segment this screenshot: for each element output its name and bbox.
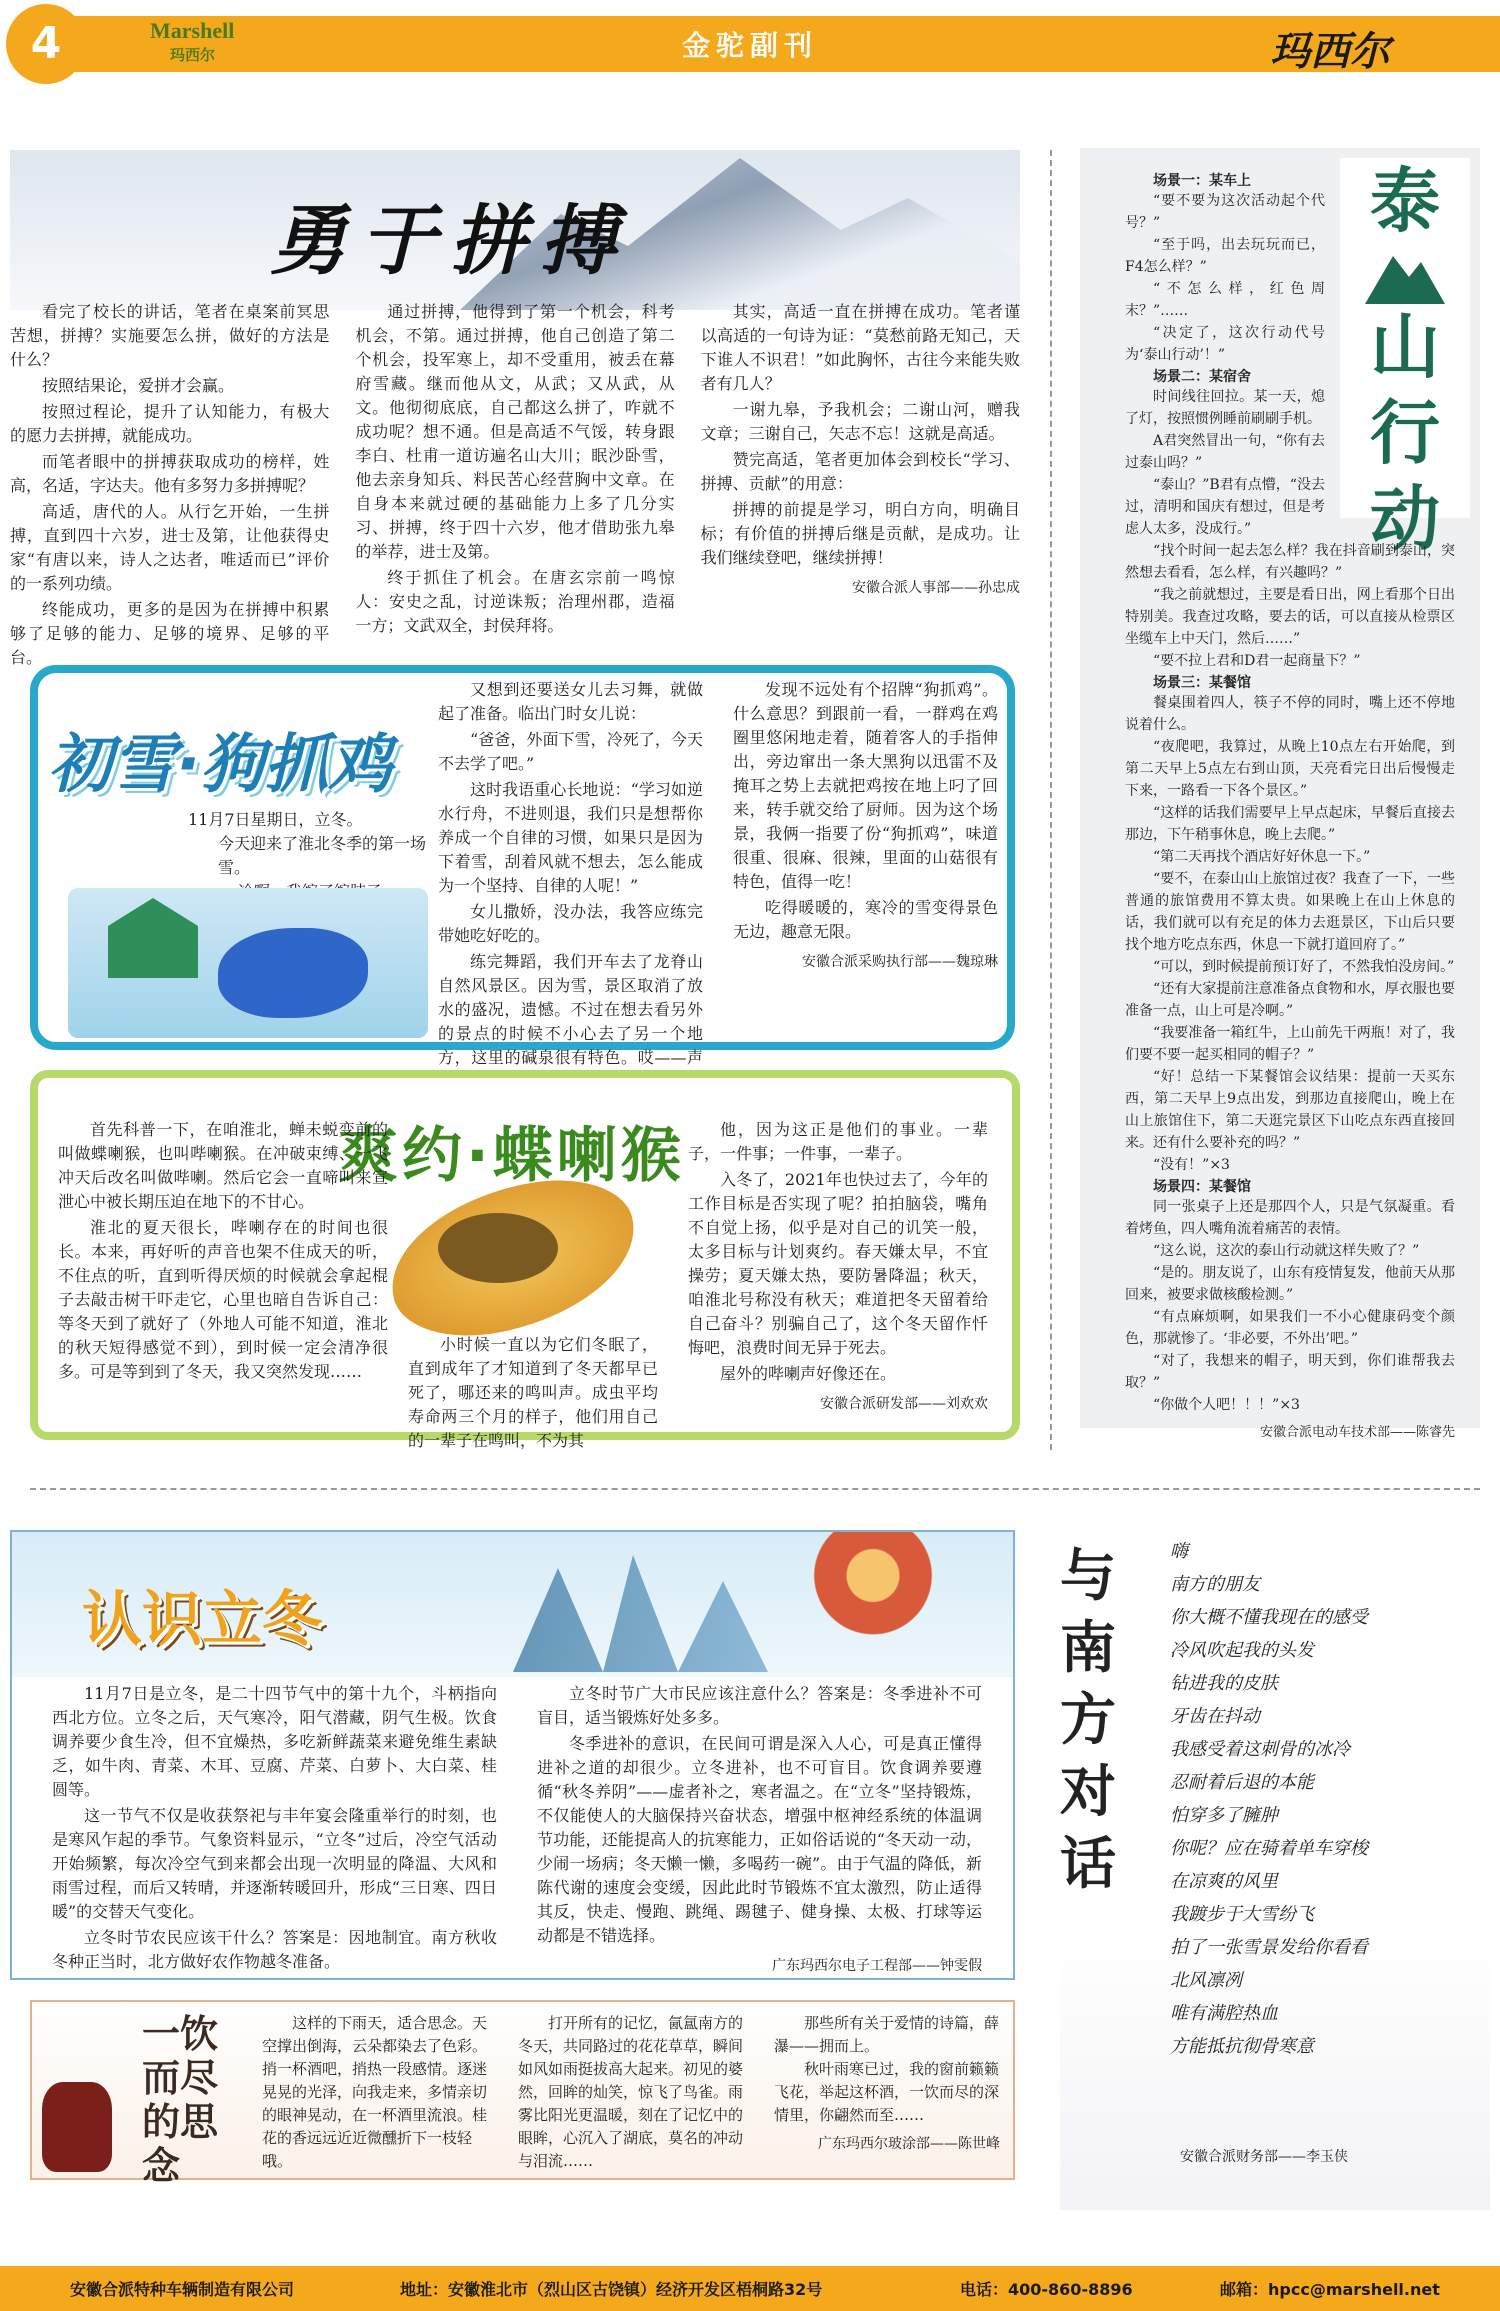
paragraph: “要不，在泰山山上旅馆过夜？我查了一下，一些普通的旅馆费用不算太贵。如果晚上在山上休息的话，我们就可以有充足的体力去逛景区，下山后只要找个地方吃点东西，休息一下就打道回府了。” [1125,871,1455,953]
article-title: 爽约·蝶喇猴 [338,1121,685,1191]
author-byline: 安徽合派研发部——刘欢欢 [820,1396,988,1412]
paragraph: “好！总结一下某餐馆会议结果：提前一天买东西，第二天早上9点出发，到那边直接爬山，晚上在山上旅馆住下，第二天逛完景区下山吃点东西直接回来。还有什么要补充的吗？” [1125,1069,1455,1151]
paragraph: “这样的话我们需要早上早点起床，早餐后直接去那边，下午稍事休息，晚上去爬。” [1125,805,1455,843]
dog-icon [218,928,368,1018]
paragraph: “你做个人吧！！！”×3 [1153,1397,1300,1413]
column-1 [52,1682,497,1978]
article-chuxue-gouzhuaji [30,665,1015,1067]
poem-line: 我感受着这刺骨的冰冷 [1170,1739,1350,1760]
title-char: 南 [1060,1615,1116,1681]
column-3 [701,300,1020,672]
article-yu-nanfang-duihua [1060,1510,1490,2210]
article-yongyu-pinbo [10,150,1020,667]
poem-line: 忍耐着后退的本能 [1170,1772,1314,1793]
paragraph: “有点麻烦啊，如果我们一不小心健康码变个颜色，那就惨了。‘非必要，不外出’吧。” [1125,1309,1455,1347]
logo-text-en: Marshell [150,18,235,43]
title-char: 动 [1370,478,1440,560]
paragraph: 又想到还要送女儿去习舞，就做起了准备。临出门时女儿说： [438,680,703,723]
paragraph: 餐桌围着四人，筷子不停的同时，嘴上还不停地说着什么。 [1125,695,1455,733]
paragraph: 其实，高适一直在拼搏在成功。笔者谨以高适的一句诗为证：“莫愁前路无知己，天下谁人不识君！”如此胸怀，古往今来能失败者有几人？ [700,302,1020,393]
paragraph: 按照过程论，提升了认知能力，有极大的愿力去拼搏，就能成功。 [10,402,330,445]
poem-line: 怕穿多了臃肿 [1170,1805,1278,1826]
poem-line: 北风凛冽 [1170,1970,1242,1991]
footer-bar [0,2266,1500,2311]
poem-line: 唯有满腔热血 [1170,2003,1278,2024]
title-char: 行 [1370,392,1440,474]
column-1 [438,678,703,1120]
dog-chicken-illustration [68,888,428,1038]
paragraph: 终于抓住了机会。在唐玄宗前一鸣惊人：安史之乱，讨逆诛叛；治理州郡，造福一方；文武双全，封侯拜将。 [355,568,675,635]
footer-company: 安徽合派特种车辆制造有限公司 [70,2280,295,2299]
paragraph: “对了，我想来的帽子，明天到，你们谁帮我去取？” [1125,1353,1455,1391]
paragraph: 看完了校长的讲话，笔者在桌案前冥思苦想，拼搏？实施要怎么拼，做好的方法是什么？ [10,302,330,369]
paragraph: 高适，唐代的人。从行乞开始，一生拼搏，直到四十六岁，进士及第，让他获得史家“有唐以来，诗人之达者，唯适而已”评价的一系列功绩。 [10,502,330,593]
child-illustration [793,1532,953,1677]
column-2 [537,1682,982,1978]
paragraph: 而笔者眼中的拼搏获取成功的榜样，姓高，名适，字达夫。他有多努力多拼搏呢？ [10,452,330,495]
title-char: 山 [1370,306,1440,388]
paragraph: 终能成功，更多的是因为在拼搏中积累够了足够的能力、足够的境界、足够的平台。 [10,600,330,667]
paragraph: 屋外的哔喇声好像还在。 [720,1364,897,1383]
author-byline: 广东玛西尔电子工程部——钟雯假 [772,1958,982,1974]
author-byline: 安徽合派采购执行部——魏琼琳 [802,954,998,970]
scene-heading: 场景二：某宿舍 [1153,369,1251,385]
poem-line: 南方的朋友 [1170,1574,1260,1595]
paragraph: “要不要为这次活动起个代号？” [1125,193,1325,231]
paragraph: 一谢九皋，予我机会；二谢山河，赠我文章；三谢自己，矢志不忘！这就是高适。 [700,400,1020,443]
poem-line: 你呢？应在骑着单车穿梭 [1170,1838,1368,1859]
article-renshi-lidong [10,1530,1015,1980]
paragraph: “还有大家提前注意准备点食物和水，厚衣服也要准备一点，山上可是冷啊。” [1125,981,1455,1019]
snow-trees-illustration [513,1542,813,1672]
poem-line: 拍了一张雪景发给你看看 [1170,1937,1368,1958]
wine-jar-icon [42,2082,112,2172]
title-char: 泰 [1370,160,1440,242]
column-2 [518,2012,744,2173]
paragraph: 立冬时节农民应该干什么？答案是：因地制宜。南方秋收冬种正当时，北方做好农作物越冬准备。 [52,1928,497,1971]
paragraph: 这样的下雨天，适合思念。天空撑出倒海，云朵都染去了色彩。捎一杯酒吧，捎热一段感情。逐迷晃晃的光泽，向我走来，多情亲切的眼神晃动，在一杯酒里流浪。桂花的香远远近近微醺折下一枝轻哦。 [262,2014,488,2170]
scene-heading: 场景四：某餐馆 [1153,1179,1251,1195]
barn-icon [108,898,198,978]
paragraph: 立冬时节广大市民应该注意什么？答案是：冬季进补不可盲目，适当锻炼好处多多。 [537,1684,982,1727]
paragraph: 小时候一直以为它们冬眠了，直到成年了才知道到了冬天都早已死了，哪还来的鸣叫声。成虫平均寿命两三个月的样子，他们用自己的一辈子在鸣叫，不为其 [408,1335,658,1450]
calligraphy-signature: 玛西尔 [1270,28,1390,75]
paragraph: “要不拉上君和D君一起商量下？” [1153,653,1361,669]
paragraph: 淮北的夏天很长，哔喇存在的时间也很长。本来，再好听的声音也架不住成天的听，不住点的听，直到听得厌烦的时候就会拿起棍子去敲击树干吓走它，心里也暗自告诉自己：等冬天到了就好了（外地人可能不知道，淮北的秋天短得感觉不到），到时候一定会清净很多。可是等到到了冬天，我又突然发现…… [58,1218,388,1381]
paragraph: “泰山？”B君有点懵，“没去过，清明和国庆有想过，但是考虑人太多，没成行。” [1125,477,1325,537]
footer-address: 地址：安徽淮北市（烈山区古饶镇）经济开发区梧桐路32号 [400,2280,823,2299]
paragraph: 时间线往回拉。某一天，熄了灯，按照惯例睡前刷刷手机。 [1125,389,1325,427]
author-byline: 广东玛西尔玻涂部——陈世峰 [818,2136,1000,2152]
poem-body [1170,1535,1480,2063]
column-2 [733,678,998,1120]
author-byline: 安徽合派财务部——李玉侠 [1180,2149,1348,2165]
article-body [1125,170,1455,1444]
poem-line: 冷风吹起我的头发 [1170,1640,1314,1661]
paragraph: 入冬了，2021年也快过去了，今年的工作目标是否实现了呢？拍拍脑袋，嘴角不自觉上扬，似乎是对自己的讥笑一般，太多目标与计划爽约。春天嫌太早，不宜操劳；夏天嫌太热，要防暑降温；秋天，咱淮北号称没有秋天；难道把冬天留着给自己奋斗？别骗自己了，这个冬天留作忏悔吧，浪费时间无异于死去。 [688,1170,988,1357]
paragraph: A君突然冒出一句，“你有去过泰山吗？” [1125,433,1325,471]
paragraph: 这时我语重心长地说：“学习如逆水行舟，不进则退，我们只是想帮你养成一个自律的习惯，如果只是因为下着雪，刮着风就不想去，怎么能成为一个坚持、自律的人呢！” [438,780,703,895]
poem-line: 牙齿在抖动 [1170,1706,1260,1727]
paragraph: “至于吗，出去玩玩而已，F4怎么样？” [1125,237,1325,275]
paragraph: 打开所有的记忆，氤氲南方的冬天，共同路过的花花草草，瞬间如风如雨挺拔高大起来。初见的婆然，回眸的灿笑，惊飞了鸟雀。雨雾比阳光更温暖，刻在了记忆中的眼眸，心沉入了湖底，莫名的冲动与泪流…… [518,2014,744,2170]
article-columns [10,300,1020,672]
article-columns [438,678,998,1120]
paragraph: “是的。朋友说了，山东有疫情复发，他前天从那回来，被要求做核酸检测。” [1125,1265,1455,1303]
article-columns [262,2012,1002,2173]
title-char: 话 [1060,1831,1116,1897]
header-bar [0,0,1500,90]
author-byline: 安徽合派人事部——孙忠成 [851,580,1020,596]
column-right [688,1118,988,1416]
paragraph: 发现不远处有个招牌“狗抓鸡”。什么意思？到跟前一看，一群鸡在鸡圈里悠闲地走着，随着客人的手指伸出，旁边窜出一条大黑狗以迅雷不及掩耳之势上去就把鸡按在地上叼了回来，转手就交给了厨师。因为这个场景，我俩一指要了份“狗抓鸡”，味道很重、很麻、很辣，里面的山菇很有特色，值得一吃！ [733,680,998,891]
article-yiyinerjin [30,2000,1015,2188]
paragraph: “这么说，这次的泰山行动就这样失败了？” [1153,1243,1420,1259]
paragraph: 练完舞蹈，我们开车去了龙脊山自然风景区。因为雪，景区取消了放水的盛况，遗憾。不过在想去看另外的景点的时候不小心去了另一个地方，这里的碱泉很有特色。哎——声 [438,952,703,1067]
author-byline: 安徽合派电动车技术部——陈睿先 [1259,1425,1455,1440]
footer-email[interactable]: 邮箱：hpcc@marshell.net [1220,2280,1440,2299]
paragraph: “没有！”×3 [1153,1157,1230,1173]
paragraph: 同一张桌子上还是那四个人，只是气氛凝重。看着烤鱼，四人嘴角流着痛苦的表情。 [1125,1199,1455,1237]
paragraph: 冬季进补的意识，在民间可谓是深入人心，可是真正懂得进补之道的却很少。立冬进补，也不可盲目。饮食调养要遵循“秋冬养阴”——虚者补之，寒者温之。在“立冬”坚持锻炼，不仅能使人的大脑保持兴奋状态，增强中枢神经系统的体温调节功能，还能提高人的抗寒能力，正如俗话说的“冬天动一动，少闹一场病；冬天懒一懒，多喝药一碗”。由于气温的降低，新陈代谢的速度会变缓，因此此时节锻炼不宜太激烈，防止适得其反，快走、慢跑、跳绳、踢毽子、健身操、太极、打球等运动都是不错选择。 [537,1734,982,1945]
article-title: 一饮而尽的思念 [142,2012,219,2188]
article-title: 初雪·狗抓鸡 [48,728,393,802]
article-shuangyue-dielahou [30,1070,1020,1450]
poem-line: 你大概不懂我现在的感受 [1170,1607,1368,1628]
paragraph: 拼搏的前提是学习，明白方向，明确目标；有价值的拼搏后继是贡献，是成功。让我们继续登吧，继续拼搏！ [700,500,1020,567]
intro-line: 今天迎来了淮北冬季的第一场雪。 [218,834,427,877]
scene-heading: 场景一：某车上 [1153,173,1251,189]
intro-line: 11月7日星期日，立冬。 [188,810,363,829]
poem-line: 钻进我的皮肤 [1170,1673,1278,1694]
paragraph: “夜爬吧，我算过，从晚上10点左右开始爬，到第二天早上5点左右到山顶，天亮看完日出后慢慢走下来，一路看一下各个景区。” [1125,739,1455,799]
title-char: 对 [1060,1759,1116,1825]
column-middle [408,1333,658,1455]
column-left [58,1118,388,1386]
scene-heading: 场景三：某餐馆 [1153,675,1251,691]
paragraph: 11月7日是立冬，是二十四节气中的第十九个，斗柄指向西北方位。立冬之后，天气寒冷，阳气潜藏，阴气生极。饮食调养要少食生冷，但不宜燥热，多吃新鲜蔬菜来避免维生素缺乏，如牛肉、青菜、木耳、豆腐、芹菜、白萝卜、大白菜、桂圆等。 [52,1684,497,1799]
poem-line: 在凉爽的风里 [1170,1871,1278,1892]
title-char: 方 [1060,1687,1116,1753]
paragraph: “可以，到时候提前预订好了，不然我怕没房间。” [1153,959,1455,975]
article-columns [52,1682,982,1978]
paragraph: 那些所有关于爱情的诗篇，薛瀑——拥而上。 [774,2014,1000,2055]
poem-line: 嗨 [1170,1541,1188,1562]
narrow-section [1125,170,1325,540]
poem-line: 方能抵抗彻骨寒意 [1170,2036,1314,2057]
page-number: 4 [6,4,86,84]
logo-text-cn: 玛西尔 [170,46,216,64]
paragraph: “爸爸，外面下雪，冷死了，今天不去学了吧。” [438,730,703,773]
article-taishan-xingdong [1080,148,1480,1440]
cicada-icon [438,1213,558,1283]
paragraph: “不怎么样，红色周末？”…… [1125,281,1325,319]
paragraph: 这一节气不仅是收获祭祀与丰年宴会隆重举行的时刻，也是寒风乍起的季节。气象资料显示，“立冬”过后，冷空气活动开始频繁，每次冷空气到来都会出现一次明显的降温、大风和雨雪过程，而后又转晴，并逐渐转暖回升，形成“三日寒、四日暖”的交替天气变化。 [52,1806,497,1921]
vertical-divider [1050,150,1052,1450]
paragraph: “我要准备一箱红牛，上山前先干两瓶！对了，我们要不要一起买相同的帽子？” [1125,1025,1455,1063]
paragraph: 赞完高适，笔者更加体会到校长“学习、拼搏、贡献”的用意： [700,450,1020,493]
paragraph: 秋叶雨寒已过，我的窗前籁籁飞花，举起这杯酒，一饮而尽的深情里，你翩然而至…… [774,2060,1000,2124]
paragraph: “第二天再找个酒店好好休息一下。” [1153,849,1371,865]
footer-phone: 电话：400-860-8896 [960,2280,1133,2299]
paragraph: 按照结果论，爱拼才会赢。 [42,376,235,395]
section-title: 金驼副刊 [681,29,818,62]
column-1 [262,2012,488,2173]
column-2 [355,300,674,672]
paragraph: 吃得暖暖的，寒冷的雪变得景色无边，趣意无限。 [733,898,998,941]
paragraph: 他，因为这正是他们的事业。一辈子，一件事；一件事，一辈子。 [688,1120,988,1163]
paragraph: 首先科普一下，在咱淮北，蝉未蜕变前的叫做蝶喇猴，也叫哔喇猴。在冲破束缚、一飞冲天后改名叫做哔喇。然后它会一直啼叫来宣泄心中被长期压迫在地下的不甘心。 [58,1120,388,1211]
paragraph: “我之前就想过，主要是看日出，网上看那个日出特别美。我查过攻略，要去的话，可以直接从检票区坐缆车上中天门，然后……” [1125,587,1455,647]
paragraph: “找个时间一起去怎么样？我在抖音刷到泰山，突然想去看看，怎么样，有兴趣吗？” [1125,543,1455,581]
article-title: 认识立冬 [82,1585,322,1655]
paragraph: 通过拼搏，他得到了第一个机会，科考机会，不第。通过拼搏，他自己创造了第二个机会，投军寒上，却不受重用，被丢在幕府雪藏。继而他从文，从武；又从武，从文。他彻彻底底，自己都这么拼了，咋就不成功呢？想不通。但是高适不气馁，转身跟李白、杜甫一道访遍名山大川；眠沙卧雪，他去亲身知兵、料民苦心经营胸中文章。在自身本来就过硬的基础能力上多了几分实习、拼搏，终于四十六岁，他才借助张九皋的举荐，进士及第。 [355,302,675,561]
brand-logo [150,18,270,68]
vertical-title [1060,1540,1130,1900]
paragraph: “决定了，这次行动代号为‘泰山行动’！” [1125,325,1325,363]
title-char: 与 [1060,1543,1116,1609]
column-1 [10,300,329,672]
paragraph: 女儿撒娇，没办法，我答应练完带她吃好吃的。 [438,902,703,945]
horizontal-divider [30,1488,1480,1490]
article-title: 勇于拼搏 [270,196,630,285]
column-3 [774,2012,1000,2173]
poem-line: 我踱步于大雪纷飞 [1170,1904,1314,1925]
